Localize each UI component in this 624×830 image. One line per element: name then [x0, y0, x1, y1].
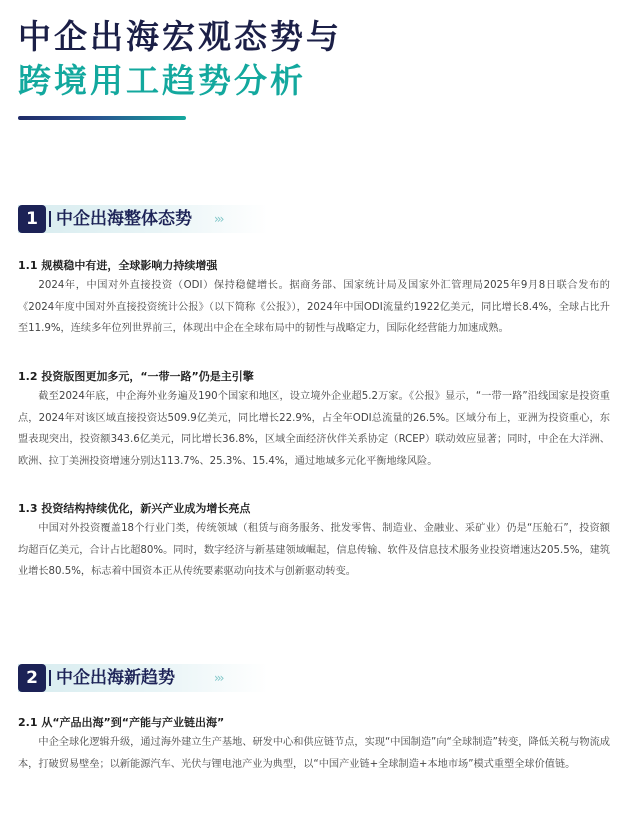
section-2-number: 2	[18, 664, 46, 692]
section-2-title: 中企出海新趋势	[56, 668, 175, 688]
section-1-header	[18, 205, 268, 233]
title-line-1: 中企出海宏观态势与	[18, 17, 342, 56]
subsection-1-2-body: 截至2024年底，中企海外业务遍及190个国家和地区，设立境外企业超5.2万家。《公报》显示，“一带一路”沿线国家是投资重点，2024年对该区域直接投资达509.9亿美元，同比增长22.9%，占全年ODI总流量的26.5%。区域分布上，亚洲为投资重心，东盟表现突出，投资额343.6亿美元，同比增长36.8%，区域全面经济伙伴关系协定（RCEP）联动效应显著；同时，中企在大洋洲、欧洲、拉丁美洲投资增速分别达113.7%、25.3%、15.4%，通过地域多元化平衡地缘风险。	[18, 391, 610, 467]
section-1-number: 1	[18, 205, 46, 233]
subsection-1-1-heading: 1.1 规模稳中有进，全球影响力持续增强	[18, 259, 218, 272]
chevrons-icon: ›››	[214, 212, 223, 226]
subsection-1-1-body: 2024年，中国对外直接投资（ODI）保持稳健增长。据商务部、国家统计局及国家外汇管理局2025年9月8日联合发布的《2024年度中国对外直接投资统计公报》（以下简称《公报》），2024年中国ODI流量约1922亿美元，同比增长8.4%，全球占比升至11.9%，连续多年位列世界前三，体现出中企在全球布局中的韧性与战略定力，国际化经营能力加速成熟。	[18, 280, 610, 334]
section-2-divider	[49, 670, 51, 686]
chevrons-icon: ›››	[214, 671, 223, 685]
section-2-header	[18, 664, 268, 692]
subsection-1-2-heading: 1.2 投资版图更加多元，“一带一路”仍是主引擎	[18, 370, 254, 383]
section-1-divider	[49, 211, 51, 227]
subsection-1-3-heading: 1.3 投资结构持续优化，新兴产业成为增长亮点	[18, 502, 251, 515]
subsection-2-1-heading: 2.1 从“产品出海”到“产能与产业链出海”	[18, 716, 225, 729]
subsection-2-1-body: 中企全球化逻辑升级，通过海外建立生产基地、研发中心和供应链节点，实现“中国制造”向“全球制造”转变，降低关税与物流成本，打破贸易壁垒；以新能源汽车、光伏与锂电池产业为典型，以“中国产业链+全球制造+本地市场”模式重塑全球价值链。	[18, 737, 610, 770]
title-line-2: 跨境用工趋势分析	[18, 61, 306, 100]
section-1-title: 中企出海整体态势	[56, 209, 192, 229]
title-underline	[18, 116, 186, 120]
subsection-1-3-body: 中国对外投资覆盖18个行业门类，传统领域（租赁与商务服务、批发零售、制造业、金融业、采矿业）仍是“压舱石”，投资额均超百亿美元，合计占比超80%。同时，数字经济与新基建领域崛起，信息传输、软件及信息技术服务业投资增速达205.5%，建筑业增长80.5%，标志着中国资本正从传统要素驱动向技术与创新驱动转变。	[18, 523, 610, 577]
